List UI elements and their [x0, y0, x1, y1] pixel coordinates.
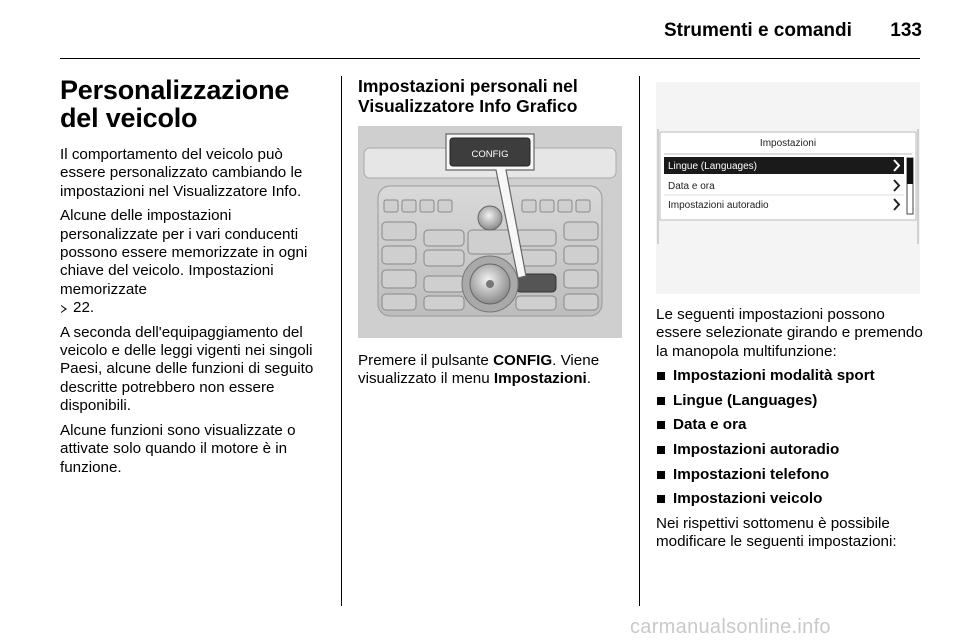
screen-item-languages: Lingue (Languages): [668, 161, 757, 172]
config-text-3: .: [586, 370, 591, 388]
page-reference: 22.: [73, 299, 95, 317]
section-title: Personalizzazione del veicolo: [60, 75, 290, 133]
paragraph-list-intro: Le seguenti impostazioni possono essere selezionate girando e premendo la manopola multifunzione:: [656, 306, 923, 360]
paragraph-keys-text: Alcune delle impostazioni personalizzate per i vari conducenti possono essere memorizzate in ogni chiave del veicolo. Impostazioni memorizzate: [60, 207, 308, 298]
screen-item-date: Data e ora: [668, 181, 715, 192]
display-illustration: [656, 82, 920, 294]
config-text-2: . Viene visualizzato il menu: [358, 352, 600, 388]
settings-menu-name: Impostazioni: [493, 370, 587, 388]
list-item: Data e ora: [656, 416, 924, 434]
settings-list: [656, 367, 924, 508]
list-item: Lingue (Languages): [656, 392, 924, 410]
list-item: Impostazioni autoradio: [656, 441, 924, 459]
paragraph-config: [358, 352, 624, 389]
page-number: 133: [890, 20, 922, 41]
paragraph-engine: Alcune funzioni sono visualizzate o attivate solo quando il motore è in funzione.: [60, 421, 296, 476]
paragraph-availability: A seconda dell'equipaggiamento del veicolo e delle leggi vigenti nei singoli Paesi, alcune delle funzioni di seguito descritte potrebbero non essere disponibili.: [60, 323, 314, 415]
screen-item-radio: Impostazioni autoradio: [668, 200, 769, 211]
column-2: [358, 76, 624, 395]
list-item: Impostazioni veicolo: [656, 490, 924, 508]
subsection-title: Impostazioni personali nel Visualizzatore Info Grafico: [358, 76, 578, 116]
list-item: Impostazioni modalità sport: [656, 367, 924, 385]
config-text-1: Premere il pulsante: [358, 352, 494, 369]
header-rule: [60, 58, 920, 59]
paragraph-intro: Il comportamento del veicolo può essere personalizzato cambiando le impostazioni nel Visualizzatore Info.: [60, 146, 303, 200]
config-button-name: CONFIG: [493, 352, 553, 369]
paragraph-submenu: Nei rispettivi sottomenu è possibile modificare le seguenti impostazioni:: [656, 514, 897, 551]
paragraph-keys: [60, 207, 326, 317]
column-3: [656, 76, 924, 558]
screen-scrollbar-thumb: [907, 158, 913, 184]
page-reference-icon: [60, 302, 68, 312]
display-screenshot: [656, 82, 920, 294]
screen-title: Impostazioni: [759, 138, 817, 149]
running-header-title: Strumenti e comandi: [664, 20, 852, 41]
control-panel-photo: [358, 126, 622, 338]
column-divider-1: [341, 76, 342, 606]
column-divider-2: [639, 76, 640, 606]
column-1: [60, 76, 326, 483]
control-panel-illustration: [358, 126, 622, 338]
list-item: Impostazioni telefono: [656, 466, 924, 484]
watermark: carmanualsonline.info: [630, 616, 831, 638]
config-button-label: CONFIG: [471, 149, 509, 160]
